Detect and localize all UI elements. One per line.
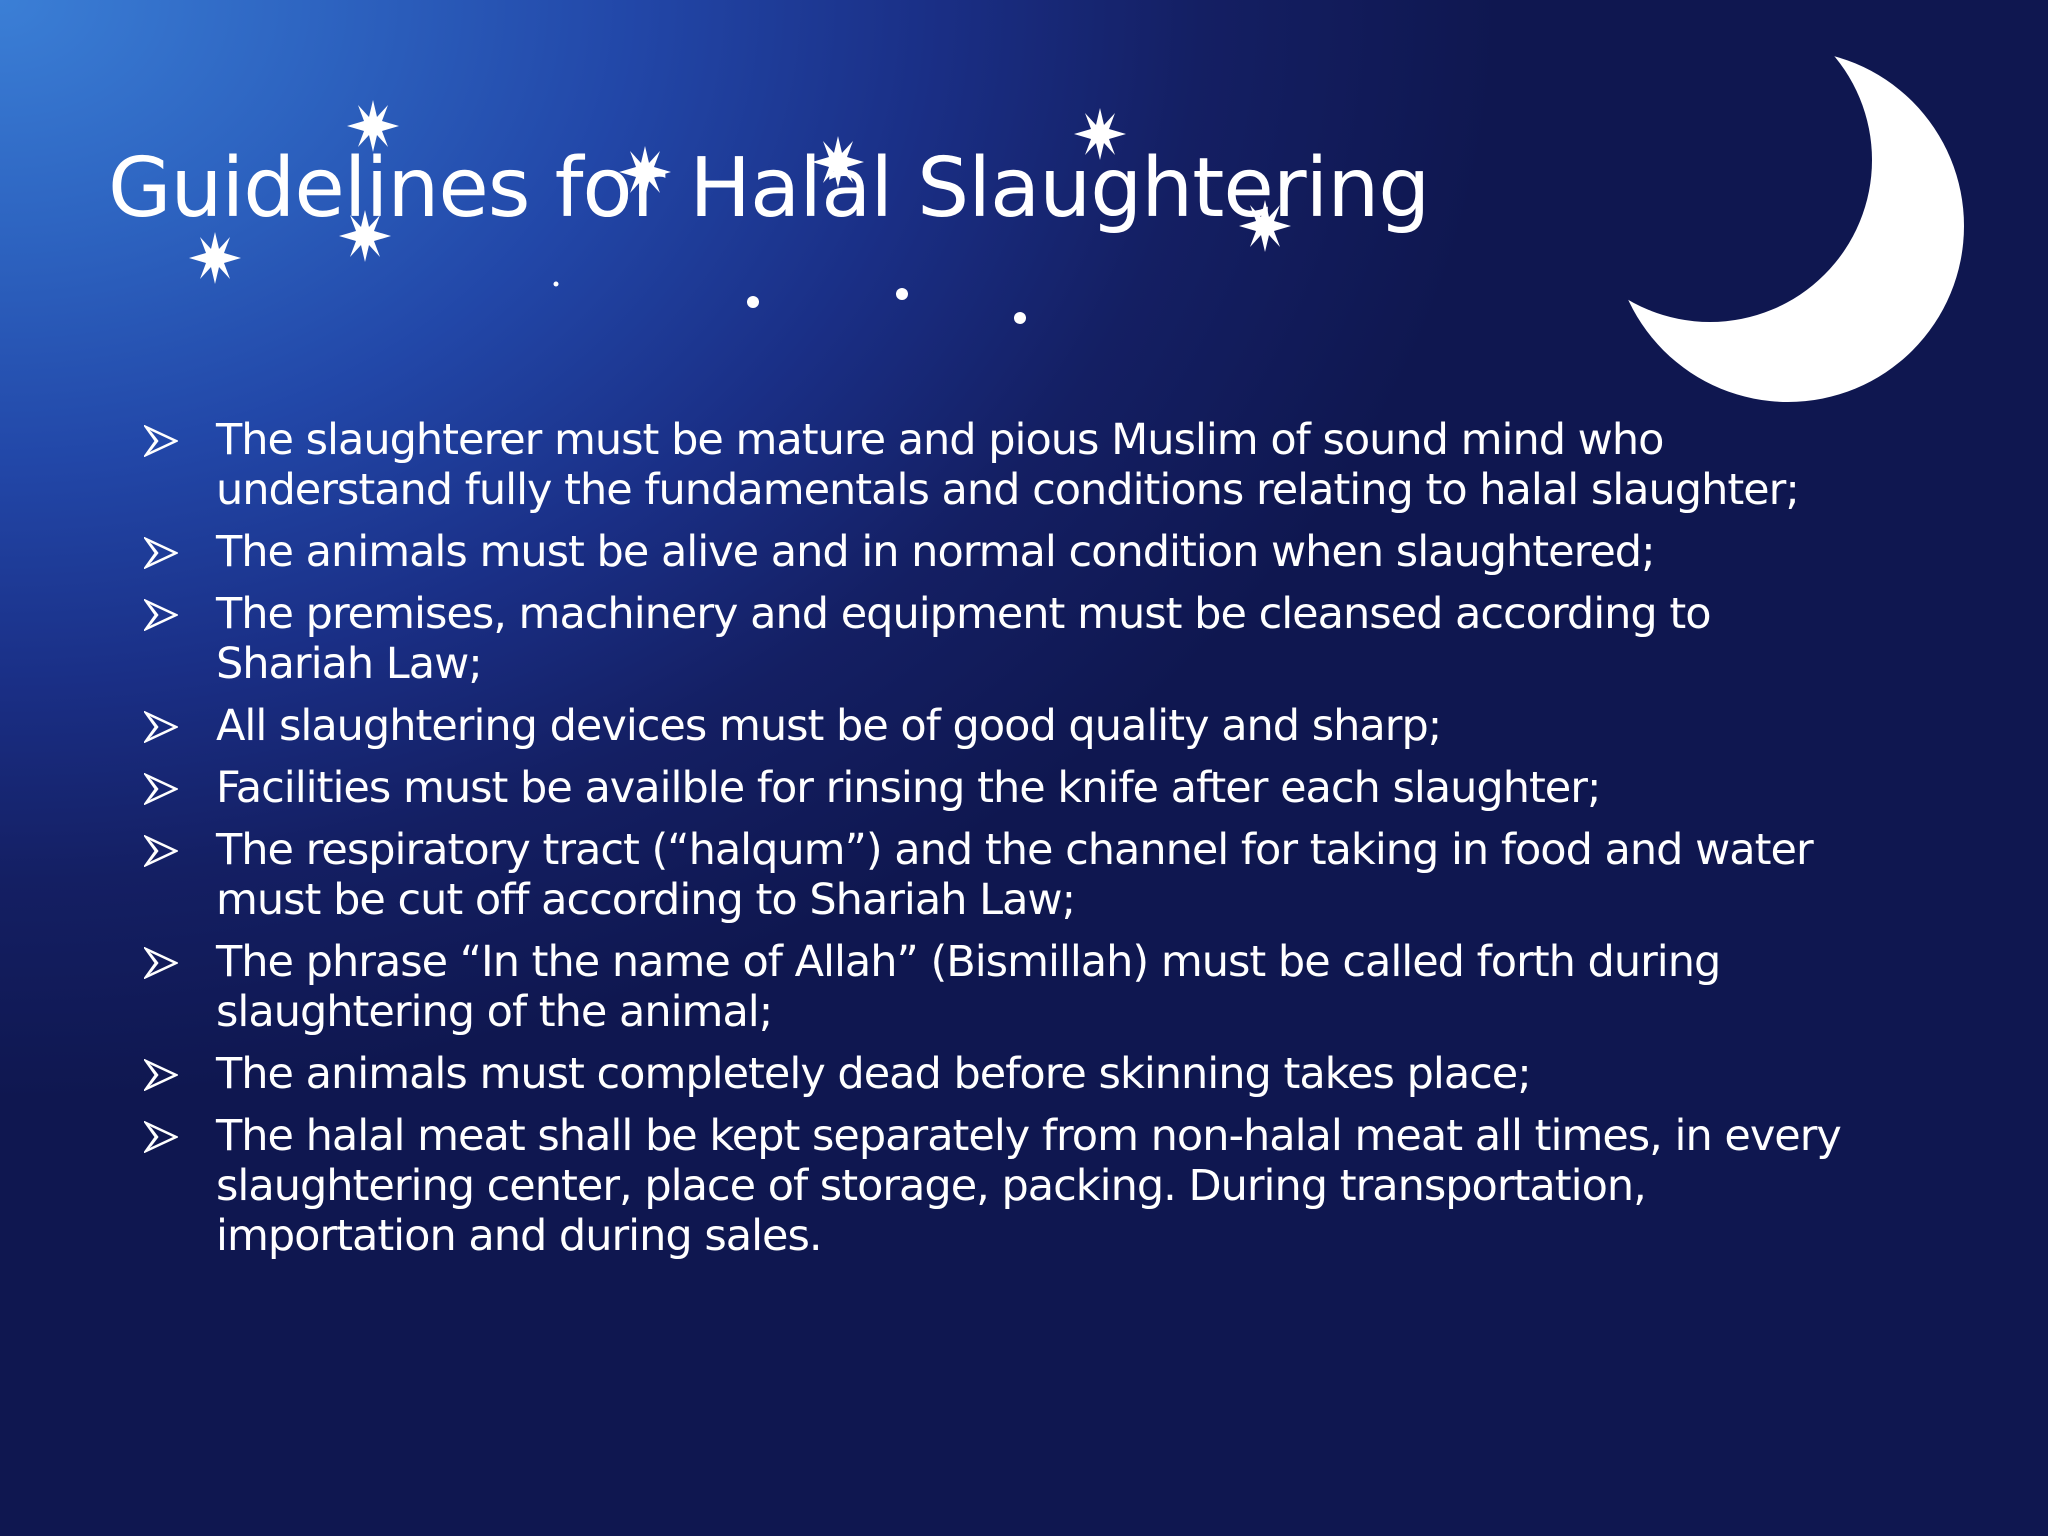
arrow-bullet-icon	[144, 599, 178, 631]
bullet-text: Facilities must be availble for rinsing the knife after each slaughter;	[216, 763, 1601, 813]
bullet-text: The halal meat shall be kept separately from non-halal meat all times, in every slaughtering center, place of storage, packing. During transportation, importation and during sales.	[216, 1111, 1841, 1261]
bullet-text: The animals must be alive and in normal condition when slaughtered;	[216, 527, 1655, 577]
arrow-bullet-icon	[144, 1059, 178, 1091]
bullet-item	[140, 825, 1880, 925]
bullet-text: The phrase “In the name of Allah” (Bismillah) must be called forth during slaughtering of the animal;	[216, 937, 1721, 1037]
bullet-item	[140, 415, 1880, 515]
bullet-item	[140, 763, 1880, 813]
star-icon	[896, 288, 908, 300]
bullet-item	[140, 701, 1880, 751]
slide-title: Guidelines for Halal Slaughtering	[108, 141, 1430, 236]
bullet-item	[140, 589, 1880, 689]
bullet-text: The animals must completely dead before skinning takes place;	[216, 1049, 1531, 1099]
arrow-bullet-icon	[144, 773, 178, 805]
bullet-item	[140, 1111, 1880, 1261]
bullet-text: The respiratory tract (“halqum”) and the channel for taking in food and water must be cut off according to Shariah Law;	[216, 825, 1813, 925]
arrow-bullet-icon	[144, 425, 178, 457]
star-icon	[554, 282, 559, 287]
bullet-text: The slaughterer must be mature and pious Muslim of sound mind who understand fully the fundamentals and conditions relating to halal slaughter;	[216, 415, 1799, 515]
arrow-bullet-icon	[144, 711, 178, 743]
star-icon	[1014, 312, 1026, 324]
arrow-bullet-icon	[144, 947, 178, 979]
bullet-list	[140, 415, 1880, 1273]
bullet-item	[140, 1049, 1880, 1099]
bullet-text: The premises, machinery and equipment must be cleansed according to Shariah Law;	[216, 589, 1711, 689]
bullet-item	[140, 937, 1880, 1037]
bullet-item	[140, 527, 1880, 577]
arrow-bullet-icon	[144, 537, 178, 569]
star-icon	[747, 296, 759, 308]
bullet-text: All slaughtering devices must be of good quality and sharp;	[216, 701, 1442, 751]
arrow-bullet-icon	[144, 835, 178, 867]
arrow-bullet-icon	[144, 1121, 178, 1153]
